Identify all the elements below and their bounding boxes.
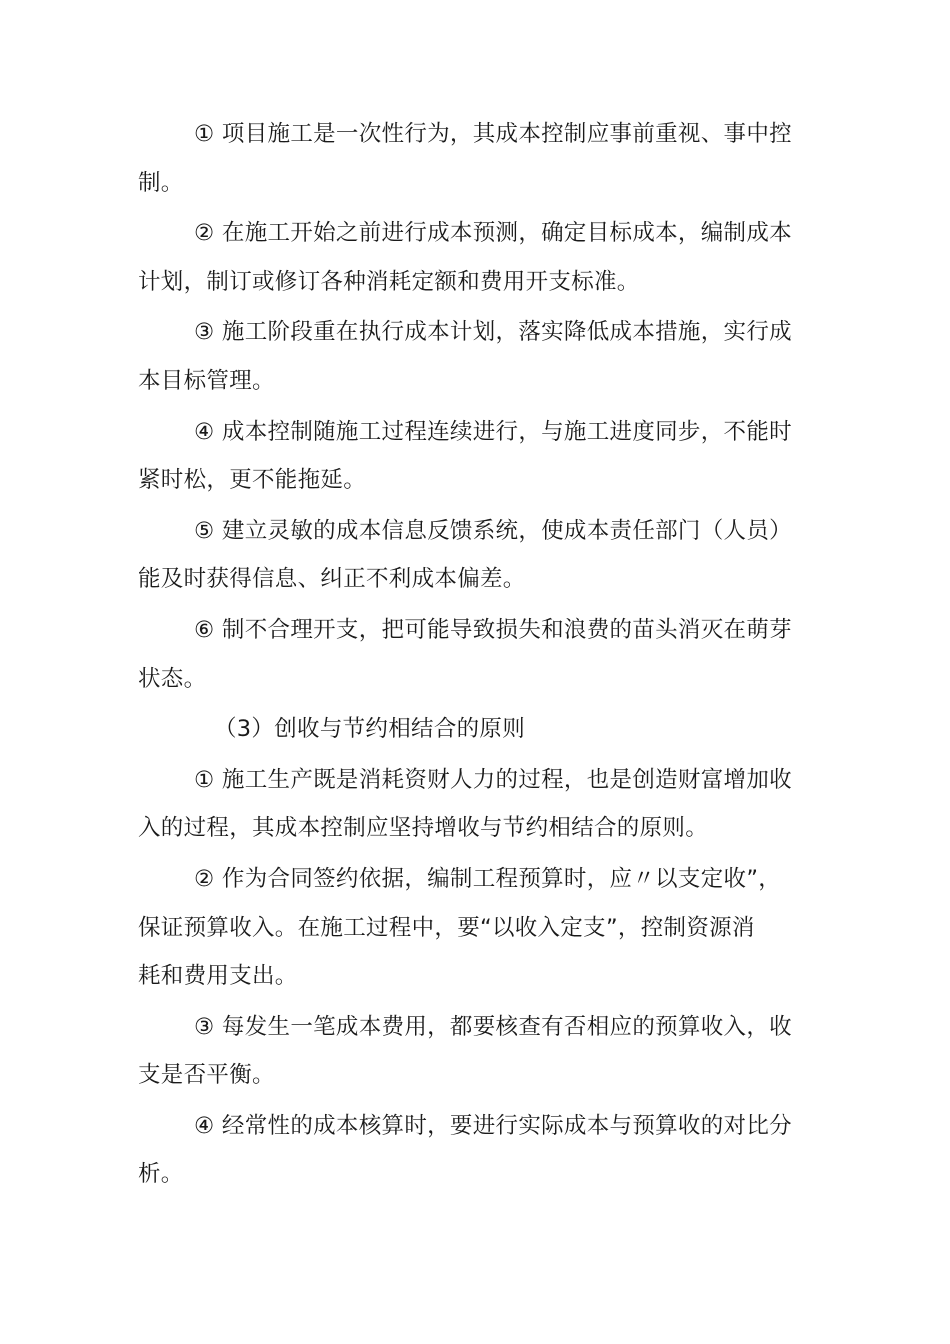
- section-heading: [138, 705, 814, 754]
- paragraph-line: ① 施工生产既是消耗资财人力的过程，也是创造财富增加收: [194, 766, 792, 793]
- paragraph-line: 状态。: [138, 665, 207, 692]
- heading-line: （3）创收与节约相结合的原则: [214, 716, 526, 743]
- document-page: [138, 110, 814, 1201]
- paragraph-5: [138, 507, 814, 604]
- paragraph-line: 入的过程，其成本控制应坚持增收与节约相结合的原则。: [138, 815, 709, 842]
- paragraph-line: 本目标管理。: [138, 367, 275, 394]
- paragraph-7: [138, 756, 814, 853]
- paragraph-line: 能及时获得信息、纠正不利成本偏差。: [138, 566, 526, 593]
- paragraph-line: 紧时松，更不能拖延。: [138, 467, 367, 494]
- paragraph-line: ⑤ 建立灵敏的成本信息反馈系统，使成本责任部门（人员）: [194, 517, 792, 544]
- paragraph-line: 计划，制订或修订各种消耗定额和费用开支标准。: [138, 268, 640, 295]
- paragraph-line: ⑥ 制不合理开支，把可能导致损失和浪费的苗头消灭在萌芽: [194, 616, 792, 643]
- paragraph-line: ② 在施工开始之前进行成本预测，确定目标成本，编制成本: [194, 220, 792, 247]
- paragraph-line: 耗和费用支出。: [138, 963, 298, 990]
- paragraph-line: 制。: [138, 169, 184, 196]
- paragraph-line: ④ 成本控制随施工过程连续进行，与施工进度同步，不能时: [194, 418, 792, 445]
- paragraph-line: 析。: [138, 1161, 184, 1188]
- paragraph-line: ② 作为合同签约依据，编制工程预算时，应〃以支定收”，: [194, 865, 782, 892]
- paragraph-8: [138, 855, 814, 1001]
- paragraph-line: 支是否平衡。: [138, 1062, 275, 1089]
- paragraph-3: [138, 308, 814, 405]
- paragraph-line: ③ 施工阶段重在执行成本计划，落实降低成本措施，实行成: [194, 319, 792, 346]
- paragraph-9: [138, 1003, 814, 1100]
- paragraph-line: ④ 经常性的成本核算时，要进行实际成本与预算收的对比分: [194, 1112, 792, 1139]
- paragraph-line: ③ 每发生一笔成本费用，都要核查有否相应的预算收入，收: [194, 1013, 792, 1040]
- paragraph-2: [138, 209, 814, 306]
- paragraph-10: [138, 1102, 814, 1199]
- paragraph-line: ① 项目施工是一次性行为，其成本控制应事前重视、事中控: [194, 121, 792, 147]
- paragraph-6: [138, 606, 814, 703]
- paragraph-1: [138, 110, 814, 207]
- paragraph-4: [138, 408, 814, 505]
- paragraph-line: 保证预算收入。在施工过程中，要“以收入定支”，控制资源消: [138, 914, 755, 941]
